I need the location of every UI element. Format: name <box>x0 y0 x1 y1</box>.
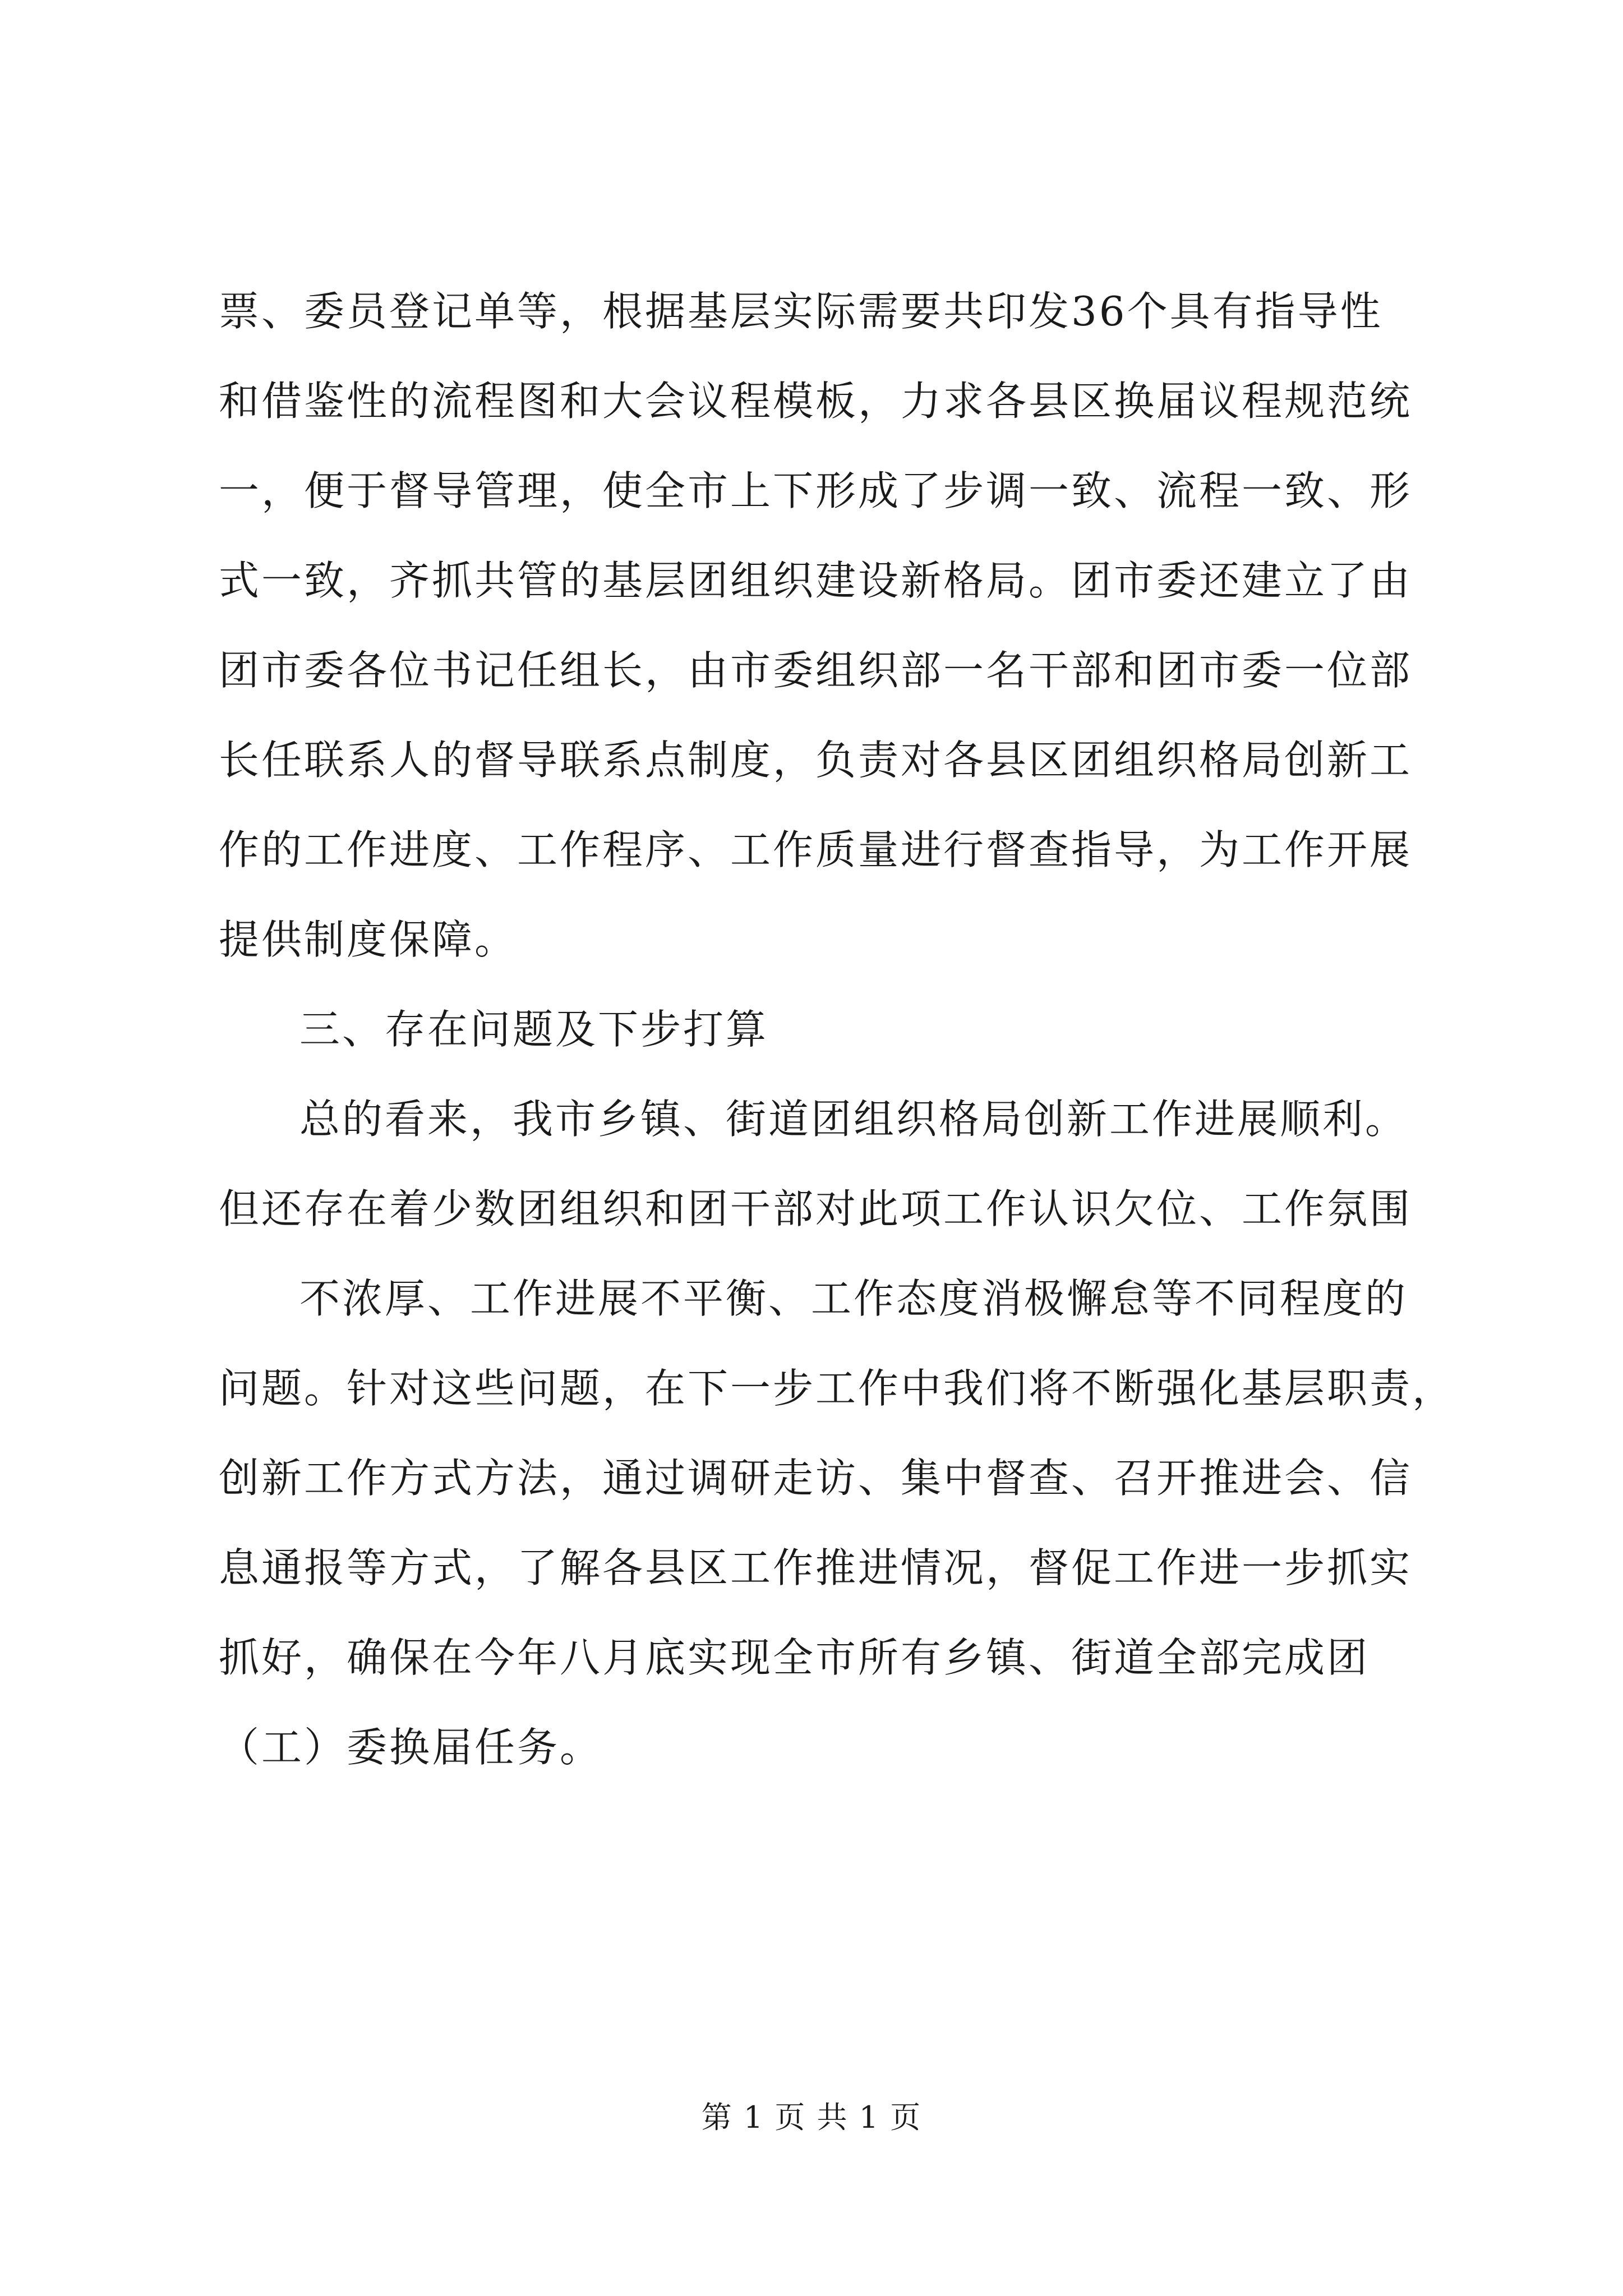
text-line: 不浓厚、工作进展不平衡、工作态度消极懈怠等不同程度的 <box>299 1275 1408 1322</box>
text-line: 息通报等方式，了解各县区工作推进情况，督促工作进一步抓实 <box>219 1544 1413 1591</box>
text-line: 问题。针对这些问题，在下一步工作中我们将不断强化基层职责， <box>219 1365 1455 1412</box>
text-line: 团市委各位书记任组长，由市委组织部一名干部和团市委一位部 <box>219 647 1413 694</box>
text-line: 长任联系人的督导联系点制度，负责对各县区团组织格局创新工 <box>219 737 1413 784</box>
text-line: （工）委换届任务。 <box>219 1724 603 1771</box>
text-line: 式一致，齐抓共管的基层团组织建设新格局。团市委还建立了由 <box>219 557 1413 604</box>
text-line: 提供制度保障。 <box>219 916 518 963</box>
text-line: 和借鉴性的流程图和大会议程模板，力求各县区换届议程规范统 <box>219 378 1413 425</box>
text-line: 作的工作进度、工作程序、工作质量进行督查指导，为工作开展 <box>219 826 1413 873</box>
text-line: 创新工作方式方法，通过调研走访、集中督查、召开推进会、信 <box>219 1455 1413 1502</box>
text-line: 总的看来，我市乡镇、街道团组织格局创新工作进展顺利。 <box>299 1096 1408 1143</box>
text-line: 一，便于督导管理，使全市上下形成了步调一致、流程一致、形 <box>219 467 1413 514</box>
text-line: 抓好，确保在今年八月底实现全市所有乡镇、街道全部完成团 <box>219 1634 1370 1681</box>
document-body <box>219 266 1455 1792</box>
text-line: 但还存在着少数团组织和团干部对此项工作认识欠位、工作氛围 <box>219 1185 1413 1232</box>
section-heading: 三、存在问题及下步打算 <box>299 1006 769 1053</box>
text-line: 票、委员登记单等，根据基层实际需要共印发36个具有指导性 <box>219 288 1383 335</box>
page-footer: 第 1 页 共 1 页 <box>701 2100 922 2135</box>
